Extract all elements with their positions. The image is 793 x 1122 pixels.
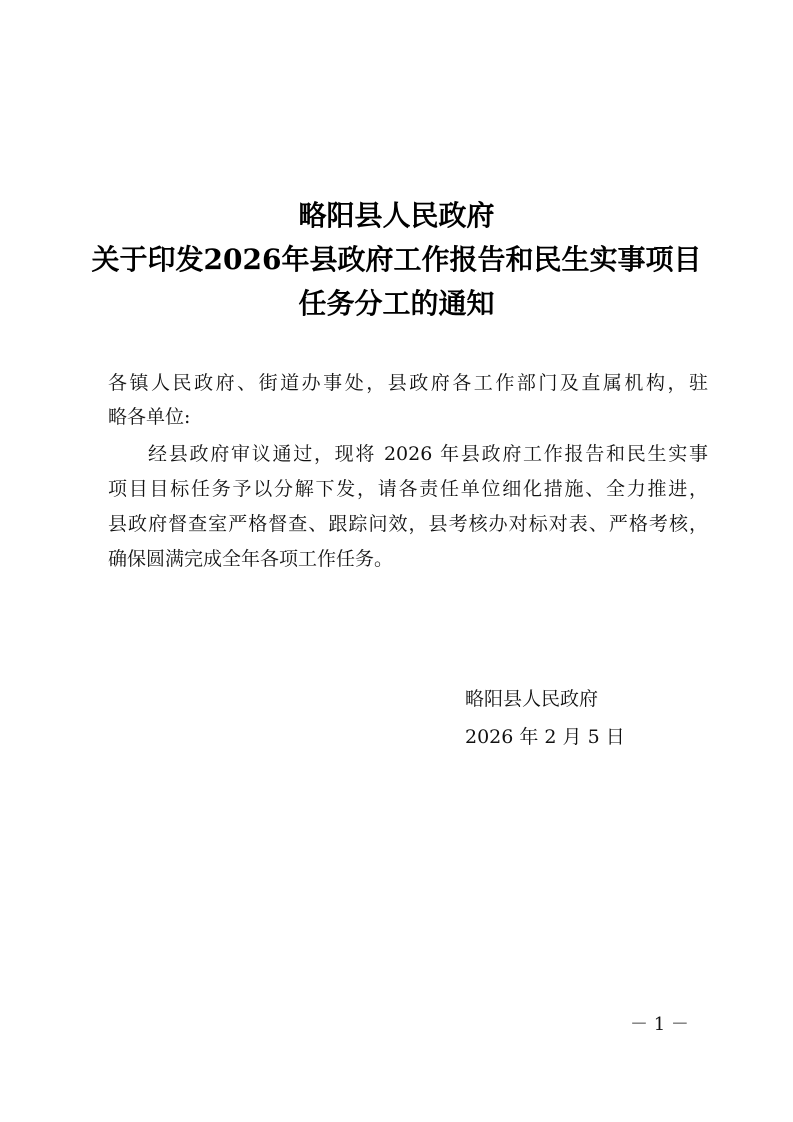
page-number: － 1 －: [630, 1014, 689, 1035]
title-line-subject-continued: 任务分工的通知: [298, 287, 495, 320]
body-line: 经县政府审议通过，现将 2026 年县政府工作报告和民生实事: [148, 443, 708, 465]
addressee-line: 各镇人民政府、街道办事处，县政府各工作部门及直属机构，驻: [108, 372, 708, 394]
issue-date: 2026 年 2 月 5 日: [465, 726, 625, 748]
body-line: 县政府督查室严格督查、跟踪问效，县考核办对标对表、严格考核，: [108, 513, 708, 535]
title-line-subject: 关于印发2026年县政府工作报告和民生实事项目: [91, 243, 702, 276]
title-line-issuer: 略阳县人民政府: [298, 199, 495, 232]
addressee-line: 略各单位:: [108, 406, 191, 428]
issuer-name: 略阳县人民政府: [465, 688, 599, 710]
body-line: 确保圆满完成全年各项工作任务。: [108, 548, 394, 570]
body-line: 项目目标任务予以分解下发，请各责任单位细化措施、全力推进，: [108, 478, 708, 500]
